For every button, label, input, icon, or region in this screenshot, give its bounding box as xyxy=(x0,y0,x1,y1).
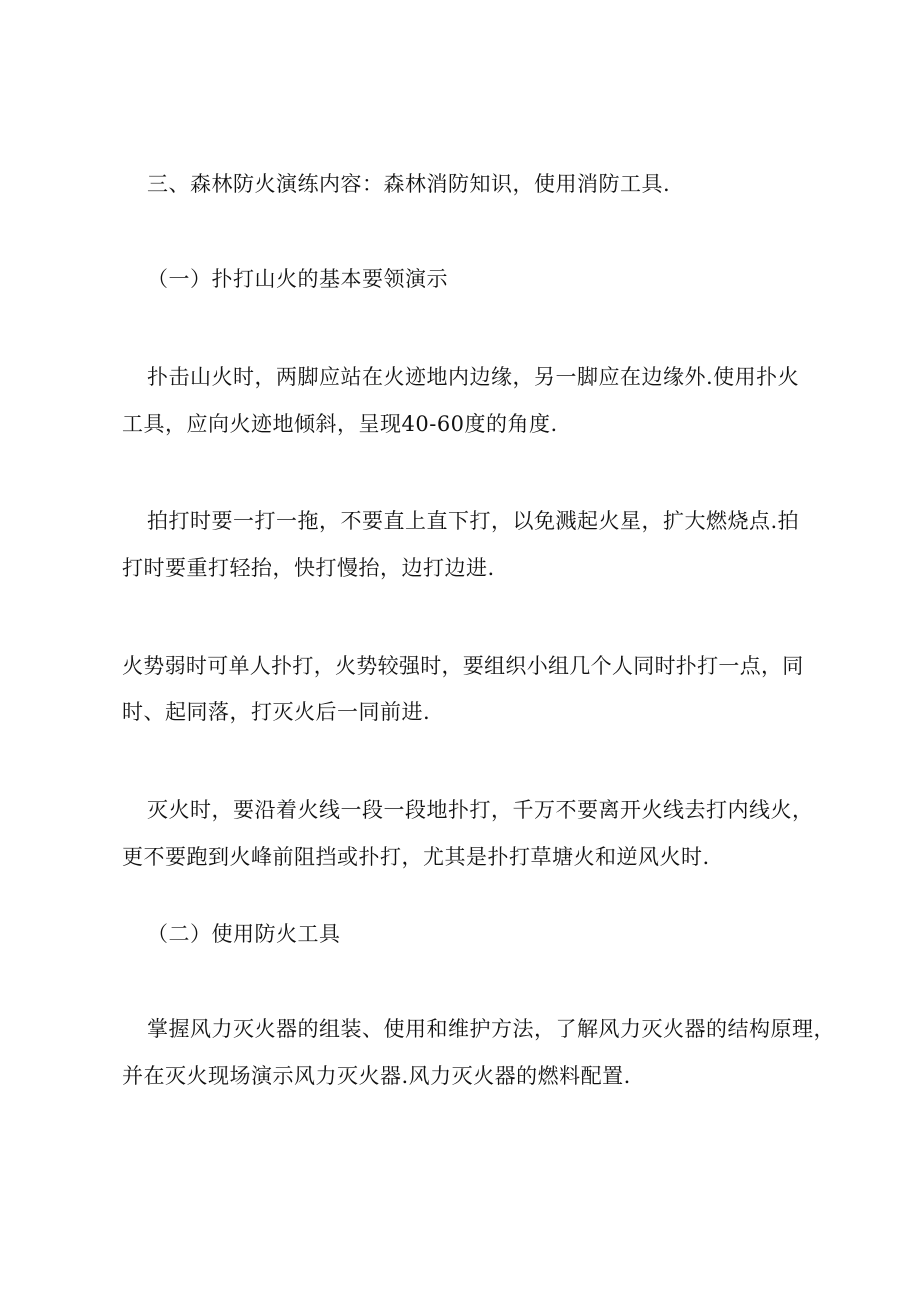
paragraph-2-line-2: 打时要重打轻抬，快打慢抬，边打边进. xyxy=(122,556,495,580)
section-heading: 三、森林防火演练内容：森林消防知识，使用消防工具. xyxy=(147,172,671,196)
paragraph-2-line-1: 拍打时要一打一拖，不要直上直下打，以免溅起火星，扩大燃烧点.拍 xyxy=(147,509,800,533)
paragraph-1-line-1: 扑击山火时，两脚应站在火迹地内边缘，另一脚应在边缘外.使用扑火 xyxy=(147,365,800,389)
paragraph-5-line-1: 掌握风力灭火器的组装、使用和维护方法，了解风力灭火器的结构原理， xyxy=(147,1017,835,1041)
paragraph-1-line-2: 工具，应向火迹地倾斜，呈现40-60度的角度. xyxy=(122,412,558,436)
paragraph-3-line-1: 火势弱时可单人扑打，火势较强时，要组织小组几个人同时扑打一点，同 xyxy=(122,654,804,678)
paragraph-5-line-2: 并在灭火现场演示风力灭火器.风力灭火器的燃料配置. xyxy=(122,1064,631,1088)
subsection-heading-1: （一）扑打山火的基本要领演示 xyxy=(147,267,448,291)
subsection-heading-2: （二）使用防火工具 xyxy=(147,922,341,946)
paragraph-4-line-2: 更不要跑到火峰前阻挡或扑打，尤其是扑打草塘火和逆风火时. xyxy=(122,845,710,869)
paragraph-4-line-1: 灭火时，要沿着火线一段一段地扑打，千万不要离开火线去打内线火， xyxy=(147,798,814,822)
paragraph-3-line-2: 时、起同落，打灭火后一同前进. xyxy=(122,700,431,724)
